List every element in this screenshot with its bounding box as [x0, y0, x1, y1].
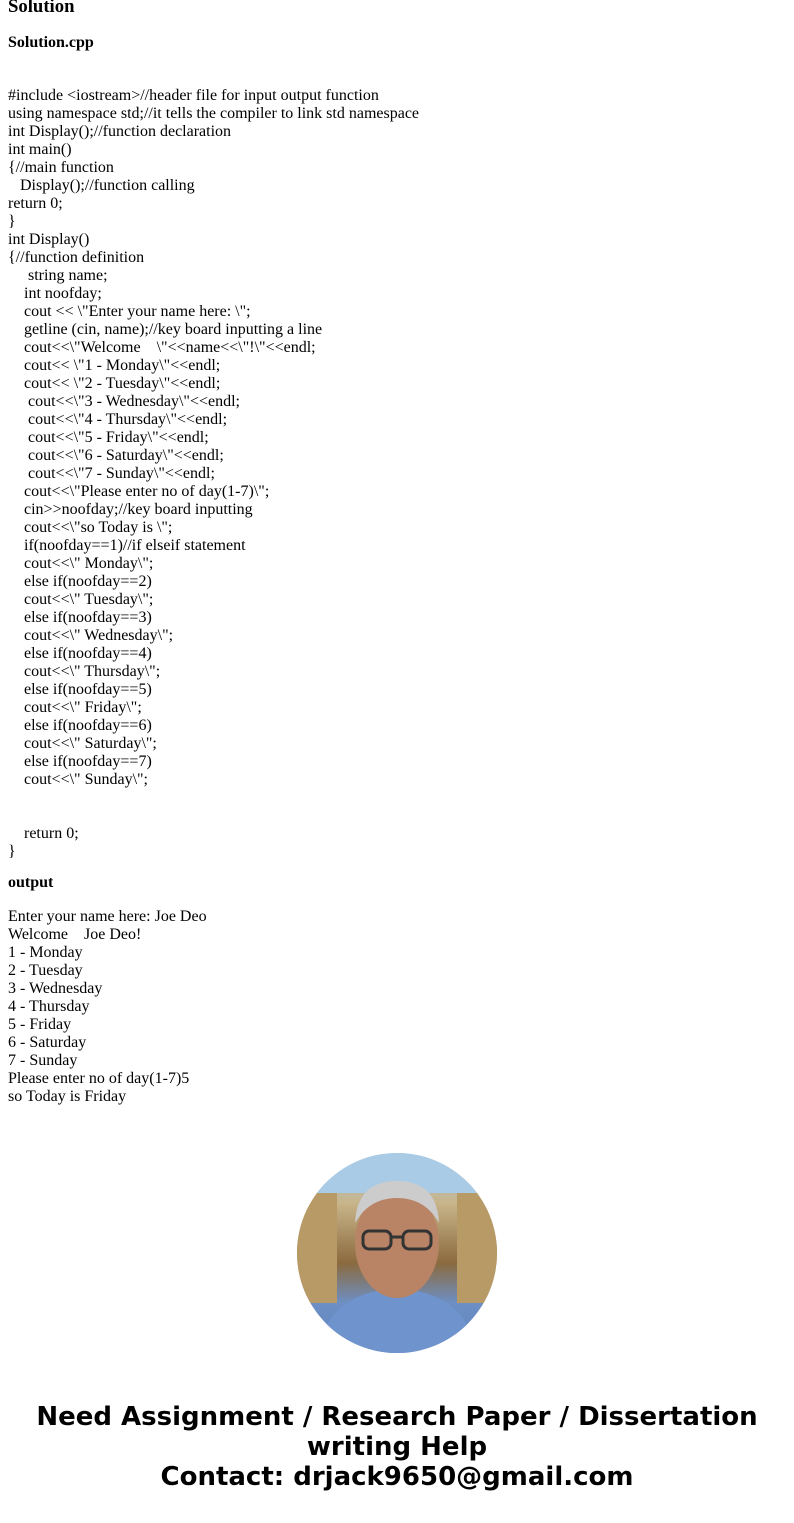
code-line: using namespace std;//it tells the compiler to link std namespace: [8, 105, 420, 122]
code-line: int Display();//function declaration: [8, 123, 232, 140]
code-line: }: [8, 843, 16, 860]
code-line: [8, 807, 419, 825]
output-line: 6 - Saturday: [8, 1034, 87, 1051]
code-line: cin>>noofday;//key board inputting: [8, 501, 253, 518]
output-line: 4 - Thursday: [8, 998, 90, 1015]
code-line: cout<<\"7 - Sunday\"<<endl;: [8, 465, 215, 482]
code-line: [8, 789, 419, 807]
code-line: cout<<\" Friday\";: [8, 699, 142, 716]
contact-banner: [0, 1402, 794, 1492]
footer-line: writing Help: [306, 1432, 488, 1462]
code-line: else if(noofday==3): [8, 609, 152, 626]
code-line: else if(noofday==6): [8, 717, 152, 734]
code-line: string name;: [8, 267, 108, 284]
code-line: else if(noofday==7): [8, 753, 152, 770]
code-line: cout<<\"4 - Thursday\"<<endl;: [8, 411, 228, 428]
code-line: int Display(): [8, 231, 90, 248]
code-line: cout<<\"Welcome \"<<name<<\"!\"<<endl;: [8, 339, 316, 356]
output-line: Welcome Joe Deo!: [8, 926, 142, 943]
output-line: Please enter no of day(1-7)5: [8, 1070, 190, 1087]
output-line: Enter your name here: Joe Deo: [8, 908, 207, 925]
code-line: else if(noofday==5): [8, 681, 152, 698]
code-block: [8, 87, 419, 861]
output-line: 7 - Sunday: [8, 1052, 78, 1069]
code-line: cout<<\"3 - Wednesday\"<<endl;: [8, 393, 240, 410]
footer-contact: Contact: drjack9650@gmail.com: [160, 1462, 634, 1492]
code-line: getline (cin, name);//key board inputting a line: [8, 321, 323, 338]
output-line: so Today is Friday: [8, 1088, 127, 1105]
output-line: 3 - Wednesday: [8, 980, 103, 997]
code-line: return 0;: [8, 195, 63, 212]
code-line: }: [8, 213, 16, 230]
file-name-heading: Solution.cpp: [8, 34, 94, 51]
code-line: cout<<\" Thursday\";: [8, 663, 161, 680]
code-line: cout<<\"6 - Saturday\"<<endl;: [8, 447, 224, 464]
output-line: 2 - Tuesday: [8, 962, 83, 979]
code-line: {//function definition: [8, 249, 145, 266]
footer-line: Need Assignment / Research Paper / Dissertation: [36, 1402, 758, 1432]
code-line: if(noofday==1)//if elseif statement: [8, 537, 246, 554]
code-line: cout<<\" Saturday\";: [8, 735, 157, 752]
code-line: else if(noofday==2): [8, 573, 152, 590]
code-line: cout<<\"5 - Friday\"<<endl;: [8, 429, 209, 446]
output-line: 5 - Friday: [8, 1016, 72, 1033]
author-photo: [297, 1153, 497, 1353]
output-heading: output: [8, 874, 54, 891]
code-line: cout<<\" Monday\";: [8, 555, 154, 572]
output-line: 1 - Monday: [8, 944, 83, 961]
code-line: cout << \"Enter your name here: \";: [8, 303, 251, 320]
code-line: cout<<\"so Today is \";: [8, 519, 173, 536]
page-title: Solution: [8, 0, 75, 17]
code-line: #include <iostream>//header file for input output function: [8, 87, 379, 104]
code-line: return 0;: [8, 825, 79, 842]
code-line: cout<<\" Wednesday\";: [8, 627, 174, 644]
code-line: {//main function: [8, 159, 114, 176]
code-line: int noofday;: [8, 285, 102, 302]
code-line: cout<< \"2 - Tuesday\"<<endl;: [8, 375, 221, 392]
code-line: cout<<\"Please enter no of day(1-7)\";: [8, 483, 270, 500]
output-block: [8, 908, 207, 1106]
code-line: cout<<\" Sunday\";: [8, 771, 148, 788]
code-line: cout<<\" Tuesday\";: [8, 591, 154, 608]
code-line: int main(): [8, 141, 72, 158]
code-line: else if(noofday==4): [8, 645, 152, 662]
code-line: Display();//function calling: [8, 177, 195, 194]
code-line: cout<< \"1 - Monday\"<<endl;: [8, 357, 221, 374]
